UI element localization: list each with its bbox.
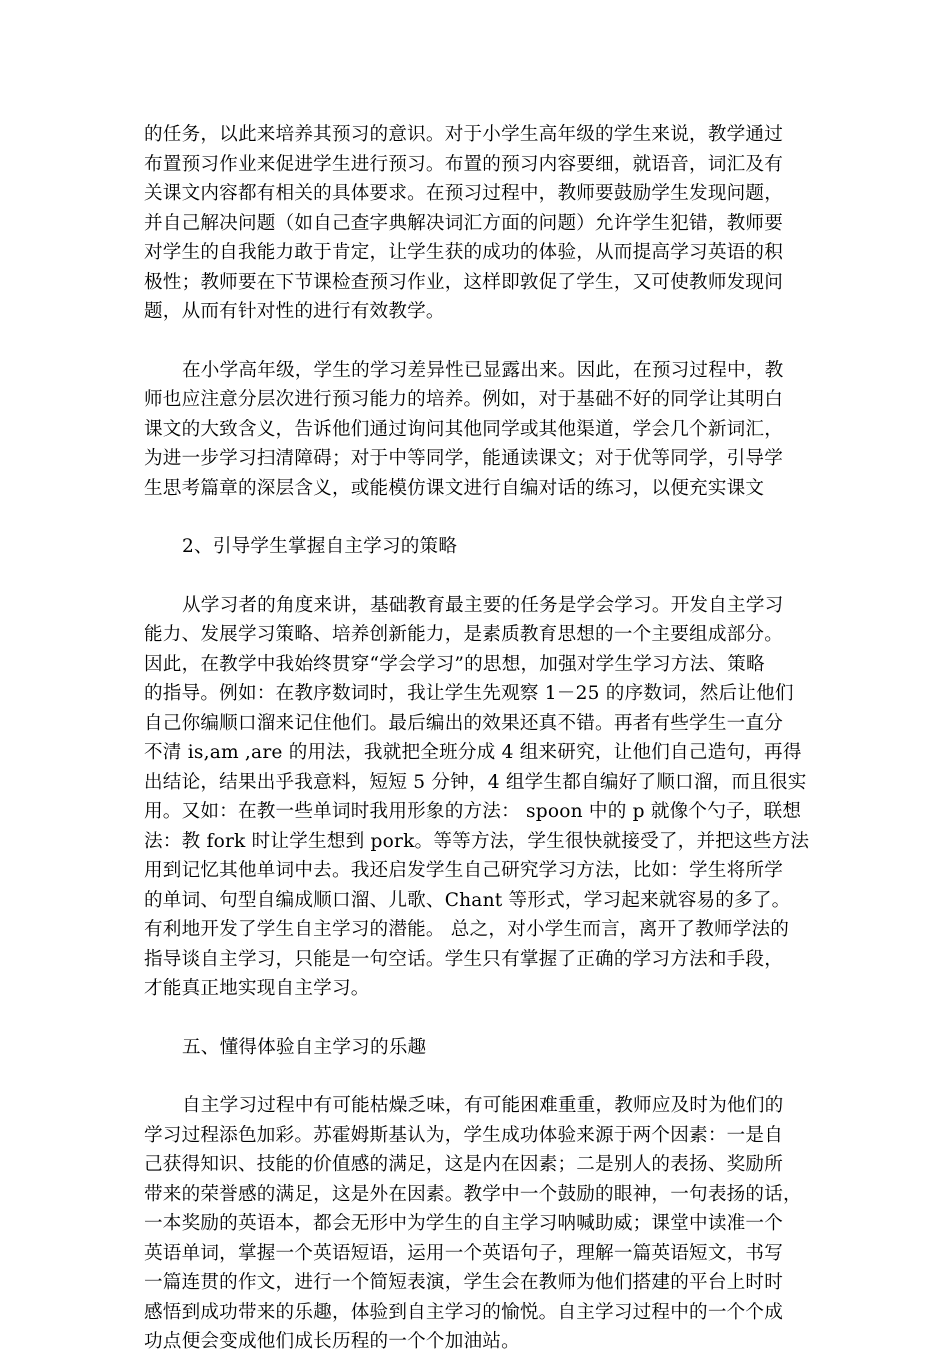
text-line: 用。又如：在教一些单词时我用形象的方法： spoon 中的 p 就像个勺子，联想 bbox=[144, 801, 802, 822]
text-line: 学习过程添色加彩。苏霍姆斯基认为，学生成功体验来源于两个因素：一是自 bbox=[144, 1124, 783, 1146]
text-line: 对学生的自我能力敢于肯定，让学生获的成功的体验，从而提高学习英语的积 bbox=[144, 242, 783, 263]
text-line: 课文的大致含义，告诉他们通过询问其他同学或其他渠道，学会几个新词汇， bbox=[144, 418, 783, 440]
text-line: 自己你编顺口溜来记住他们。最后编出的效果还真不错。再者有些学生一直分 bbox=[144, 712, 783, 734]
text-line: 的任务，以此来培养其预习的意识。对于小学生高年级的学生来说，教学通过 bbox=[144, 124, 783, 145]
paragraph-spacer bbox=[144, 503, 810, 532]
text-line: 自主学习过程中有可能枯燥乏味，有可能困难重重，教师应及时为他们的 bbox=[182, 1095, 784, 1116]
text-line: 并自己解决问题（如自己查字典解决词汇方面的问题）允许学生犯错，教师要 bbox=[144, 212, 783, 234]
text-line: 己获得知识、技能的价值感的满足，这是内在因素；二是别人的表扬、奖励所 bbox=[144, 1154, 783, 1175]
text-line: 才能真正地实现自主学习。 bbox=[144, 978, 370, 999]
text-line: 极性；教师要在下节课检查预习作业，这样即敦促了学生，又可使教师发现问 bbox=[144, 271, 783, 293]
text-line: 出结论，结果出乎我意料，短短 5 分钟，4 组学生都自编好了顺口溜，而且很实 bbox=[144, 771, 807, 793]
text-line: 功点便会变成他们成长历程的一个个加油站。 bbox=[144, 1331, 520, 1352]
heading-text: 五、懂得体验自主学习的乐趣 bbox=[182, 1036, 427, 1058]
text-line: 能力、发展学习策略、培养创新能力，是素质教育思想的一个主要组成部分。 bbox=[144, 624, 783, 645]
text-line: 师也应注意分层次进行预习能力的培养。例如，对于基础不好的同学让其明白 bbox=[144, 389, 783, 410]
text-line: 为进一步学习扫清障碍；对于中等同学，能通读课文；对于优等同学，引导学 bbox=[144, 448, 783, 469]
paragraph-layered-preview bbox=[144, 356, 810, 504]
text-line: 关课文内容都有相关的具体要求。在预习过程中，教师要鼓励学生发现问题， bbox=[144, 183, 783, 204]
text-line: 的单词、句型自编成顺口溜、儿歌、Chant 等形式，学习起来就容易的多了。 bbox=[144, 889, 791, 911]
text-line: 不清 is,am ,are 的用法，我就把全班分成 4 组来研究，让他们自己造句，再得 bbox=[144, 742, 802, 763]
paragraph-preview-tasks bbox=[144, 120, 810, 327]
text-line: 题，从而有针对性的进行有效教学。 bbox=[144, 301, 445, 322]
section-heading-enjoyment bbox=[144, 1033, 810, 1063]
text-line: 指导谈自主学习，只能是一句空话。学生只有掌握了正确的学习方法和手段， bbox=[144, 948, 783, 970]
paragraph-spacer bbox=[144, 327, 810, 356]
text-line: 带来的荣誉感的满足，这是外在因素。教学中一个鼓励的眼神，一句表扬的话， bbox=[144, 1183, 802, 1205]
text-line: 一本奖励的英语本，都会无形中为学生的自主学习呐喊助威；课堂中读准一个 bbox=[144, 1213, 783, 1234]
text-line: 用到记忆其他单词中去。我还启发学生自己研究学习方法，比如：学生将所学 bbox=[144, 860, 783, 881]
paragraph-spacer bbox=[144, 1062, 810, 1091]
paragraph-learning-methods bbox=[144, 591, 810, 1004]
text-line: 在小学高年级，学生的学习差异性已显露出来。因此，在预习过程中，教 bbox=[182, 359, 784, 381]
paragraph-spacer bbox=[144, 562, 810, 591]
text-line: 有利地开发了学生自主学习的潜能。 总之，对小学生而言，离开了教师学法的 bbox=[144, 919, 790, 940]
paragraph-spacer bbox=[144, 1004, 810, 1033]
text-line: 生思考篇章的深层含义，或能模仿课文进行自编对话的练习，以便充实课文 bbox=[144, 477, 765, 499]
text-line: 一篇连贯的作文，进行一个简短表演，学生会在教师为他们搭建的平台上时时 bbox=[144, 1272, 783, 1293]
text-line: 英语单词，掌握一个英语短语，运用一个英语句子，理解一篇英语短文，书写 bbox=[144, 1242, 783, 1264]
text-line: 感悟到成功带来的乐趣，体验到自主学习的愉悦。自主学习过程中的一个个成 bbox=[144, 1301, 783, 1323]
text-line: 从学习者的角度来讲，基础教育最主要的任务是学会学习。开发自主学习 bbox=[182, 594, 784, 616]
heading-text: 2、引导学生掌握自主学习的策略 bbox=[182, 536, 458, 557]
text-line: 的指导。例如：在教序数词时，我让学生先观察 1－25 的序数词，然后让他们 bbox=[144, 683, 794, 704]
text-line: 布置预习作业来促进学生进行预习。布置的预习内容要细，就语音，词汇及有 bbox=[144, 153, 783, 175]
text-line: 因此，在教学中我始终贯穿“学会学习”的思想，加强对学生学习方法、策略 bbox=[144, 653, 765, 675]
section-heading-strategies bbox=[144, 532, 810, 562]
text-line: 法：教 fork 时让学生想到 pork。等等方法，学生很快就接受了，并把这些方法 bbox=[144, 830, 810, 852]
paragraph-success-experience bbox=[144, 1091, 810, 1357]
